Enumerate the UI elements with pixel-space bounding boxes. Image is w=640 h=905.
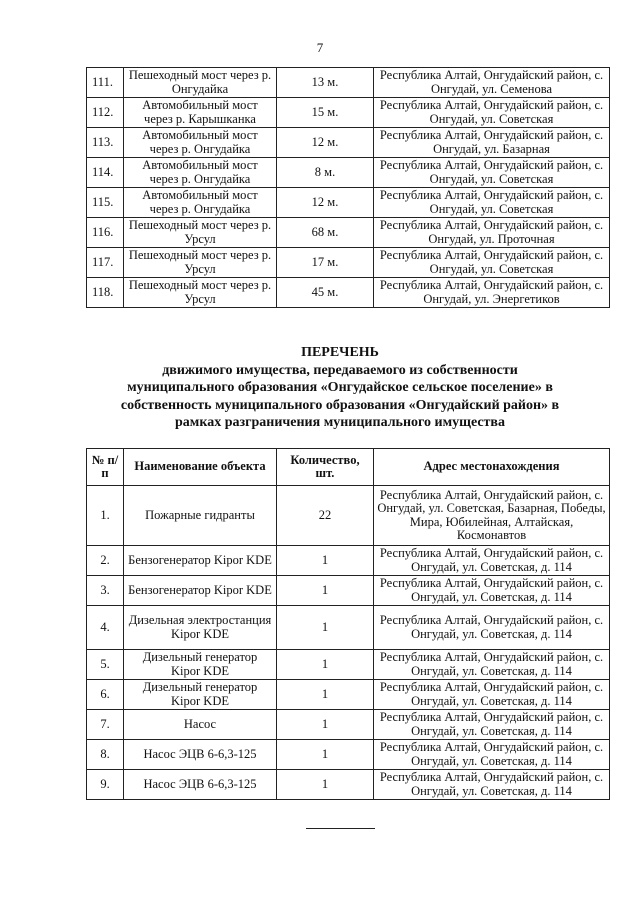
object-address: Республика Алтай, Онгудайский район, с. Онгудай, ул. Проточная <box>374 218 610 248</box>
row-number: 4. <box>87 606 124 650</box>
table-row <box>87 248 610 278</box>
list-heading <box>80 344 600 432</box>
object-name: Насос ЭЦВ 6-6,3-125 <box>124 770 277 800</box>
row-number: 6. <box>87 680 124 710</box>
bridges-table <box>86 67 610 308</box>
row-number: 3. <box>87 576 124 606</box>
object-quantity: 1 <box>277 546 374 576</box>
heading-line: рамках разграничения муниципального имущества <box>175 415 505 430</box>
object-name: Дизельная электростанция Kipor KDE <box>124 606 277 650</box>
object-quantity: 1 <box>277 576 374 606</box>
header-qty: Количество, шт. <box>277 449 374 486</box>
table-row <box>87 546 610 576</box>
object-address: Республика Алтай, Онгудайский район, с. Онгудай, ул. Энергетиков <box>374 278 610 308</box>
object-address: Республика Алтай, Онгудайский район, с. Онгудай, ул. Советская, д. 114 <box>374 680 610 710</box>
object-quantity: 1 <box>277 650 374 680</box>
object-length: 12 м. <box>277 128 374 158</box>
object-address: Республика Алтай, Онгудайский район, с. Онгудай, ул. Советская, д. 114 <box>374 576 610 606</box>
row-number: 111. <box>87 68 124 98</box>
row-number: 118. <box>87 278 124 308</box>
header-address: Адрес местонахождения <box>374 449 610 486</box>
heading-line: муниципального образования «Онгудайское сельское поселение» в <box>127 380 553 395</box>
row-number: 7. <box>87 710 124 740</box>
object-quantity: 1 <box>277 680 374 710</box>
object-address: Республика Алтай, Онгудайский район, с. Онгудай, ул. Советская, д. 114 <box>374 770 610 800</box>
object-address: Республика Алтай, Онгудайский район, с. Онгудай, ул. Советская <box>374 98 610 128</box>
table-row <box>87 606 610 650</box>
row-number: 113. <box>87 128 124 158</box>
object-name: Автомобильный мост через р. Онгудайка <box>124 158 277 188</box>
object-name: Дизельный генератор Kipor KDE <box>124 650 277 680</box>
row-number: 8. <box>87 740 124 770</box>
table-header-row <box>87 449 610 486</box>
heading-title: ПЕРЕЧЕНЬ <box>301 345 379 360</box>
object-length: 17 м. <box>277 248 374 278</box>
row-number: 5. <box>87 650 124 680</box>
table-row <box>87 218 610 248</box>
heading-line: движимого имущества, передаваемого из собственности <box>162 362 518 378</box>
object-name: Пешеходный мост через р. Урсул <box>124 278 277 308</box>
object-address: Республика Алтай, Онгудайский район, с. Онгудай, ул. Советская, Базарная, Победы, Мира, Юбилейная, Алтайская, Космонавтов <box>374 486 610 546</box>
object-name: Пожарные гидранты <box>124 486 277 546</box>
object-name: Дизельный генератор Kipor KDE <box>124 680 277 710</box>
page-number: 7 <box>316 40 324 55</box>
row-number: 115. <box>87 188 124 218</box>
object-address: Республика Алтай, Онгудайский район, с. Онгудай, ул. Советская <box>374 158 610 188</box>
table-row <box>87 576 610 606</box>
object-name: Автомобильный мост через р. Онгудайка <box>124 188 277 218</box>
row-number: 1. <box>87 486 124 546</box>
object-quantity: 1 <box>277 740 374 770</box>
object-length: 8 м. <box>277 158 374 188</box>
table-row <box>87 98 610 128</box>
object-address: Республика Алтай, Онгудайский район, с. Онгудай, ул. Советская, д. 114 <box>374 546 610 576</box>
object-address: Республика Алтай, Онгудайский район, с. Онгудай, ул. Семенова <box>374 68 610 98</box>
object-name: Пешеходный мост через р. Онгудайка <box>124 68 277 98</box>
object-name: Бензогенератор Kipor KDE <box>124 546 277 576</box>
object-address: Республика Алтай, Онгудайский район, с. Онгудай, ул. Базарная <box>374 128 610 158</box>
object-name: Насос <box>124 710 277 740</box>
table-row <box>87 770 610 800</box>
object-name: Автомобильный мост через р. Онгудайка <box>124 128 277 158</box>
movable-property-table-body <box>87 486 610 800</box>
table-row <box>87 740 610 770</box>
object-length: 15 м. <box>277 98 374 128</box>
object-address: Республика Алтай, Онгудайский район, с. Онгудай, ул. Советская, д. 114 <box>374 740 610 770</box>
heading-line: собственность муниципального образования «Онгудайский район» в <box>120 397 560 413</box>
object-name: Пешеходный мост через р. Урсул <box>124 248 277 278</box>
table-row <box>87 128 610 158</box>
header-num: № п/п <box>87 449 124 486</box>
header-name: Наименование объекта <box>124 449 277 486</box>
object-name: Насос ЭЦВ 6-6,3-125 <box>124 740 277 770</box>
object-name: Пешеходный мост через р. Урсул <box>124 218 277 248</box>
object-quantity: 1 <box>277 770 374 800</box>
object-address: Республика Алтай, Онгудайский район, с. Онгудай, ул. Советская <box>374 188 610 218</box>
row-number: 114. <box>87 158 124 188</box>
object-address: Республика Алтай, Онгудайский район, с. Онгудай, ул. Советская, д. 114 <box>374 710 610 740</box>
object-length: 68 м. <box>277 218 374 248</box>
row-number: 116. <box>87 218 124 248</box>
movable-property-table <box>86 448 610 800</box>
table-row <box>87 158 610 188</box>
object-address: Республика Алтай, Онгудайский район, с. Онгудай, ул. Советская, д. 114 <box>374 650 610 680</box>
table-row <box>87 68 610 98</box>
table-row <box>87 278 610 308</box>
object-name: Бензогенератор Kipor KDE <box>124 576 277 606</box>
row-number: 112. <box>87 98 124 128</box>
table-row <box>87 710 610 740</box>
row-number: 117. <box>87 248 124 278</box>
table-row <box>87 650 610 680</box>
object-address: Республика Алтай, Онгудайский район, с. Онгудай, ул. Советская <box>374 248 610 278</box>
row-number: 9. <box>87 770 124 800</box>
footer-divider <box>306 828 375 829</box>
object-quantity: 1 <box>277 606 374 650</box>
row-number: 2. <box>87 546 124 576</box>
bridges-table-body <box>87 68 610 308</box>
table-row <box>87 680 610 710</box>
object-length: 13 м. <box>277 68 374 98</box>
table-row <box>87 486 610 546</box>
object-address: Республика Алтай, Онгудайский район, с. Онгудай, ул. Советская, д. 114 <box>374 606 610 650</box>
table-row <box>87 188 610 218</box>
object-name: Автомобильный мост через р. Карышканка <box>124 98 277 128</box>
object-quantity: 22 <box>277 486 374 546</box>
object-quantity: 1 <box>277 710 374 740</box>
object-length: 45 м. <box>277 278 374 308</box>
object-length: 12 м. <box>277 188 374 218</box>
